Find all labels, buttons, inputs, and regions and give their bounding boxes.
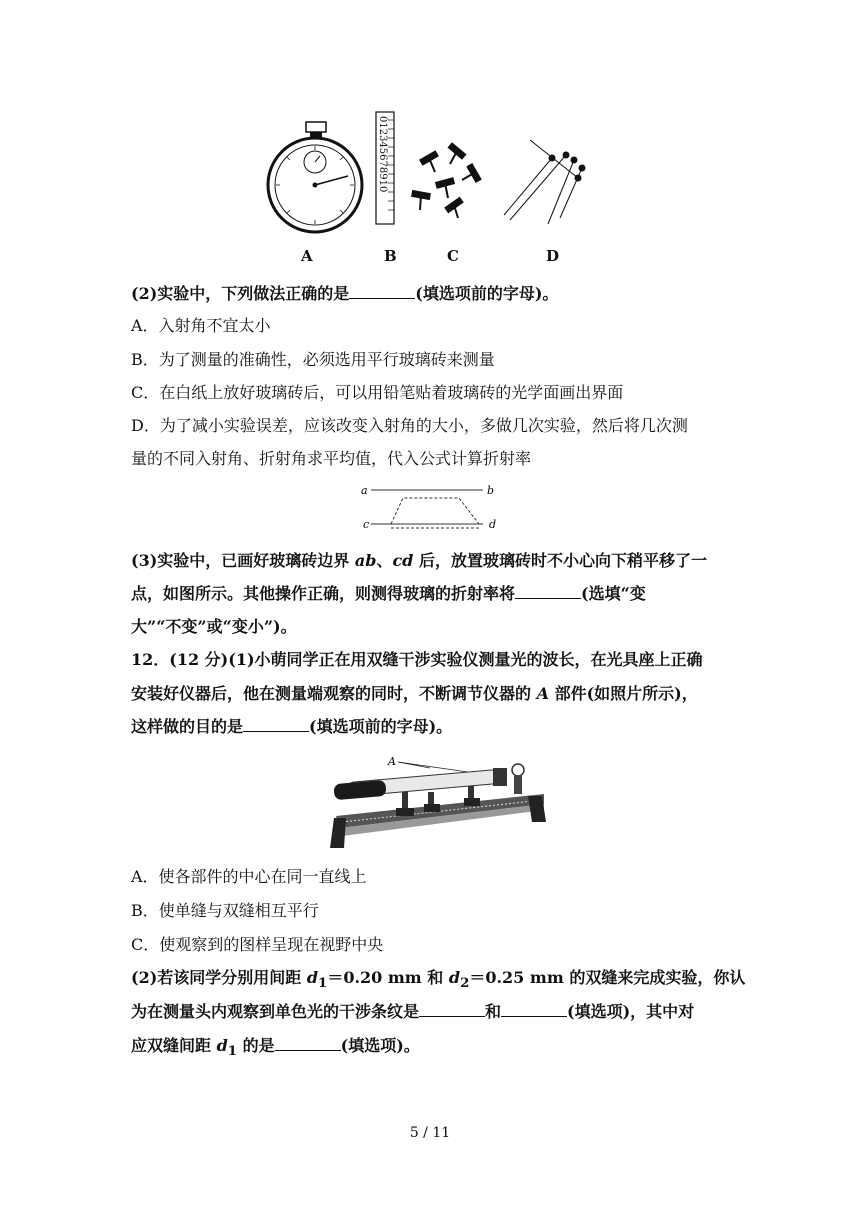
ruler-digits: 012345678910 [377, 116, 388, 193]
label-a: a [361, 484, 368, 497]
pins-icon [504, 140, 585, 224]
stopwatch-icon [268, 122, 362, 232]
q3-line3: 大”“不变”或“变小”)。 [131, 617, 297, 636]
label-c: c [363, 518, 370, 531]
q2-option-d-line1: D．为了减小实验误差，应该改变入射角的大小，多做几次实验，然后将几次测 [131, 416, 688, 435]
q12-part2-line2: 为在测量头内观察到单色光的干涉条纹是 和 (填选项)，其中对 [131, 1002, 695, 1021]
answer-blank[interactable] [349, 284, 415, 299]
label-d: d [489, 518, 497, 531]
q12-line2: 安装好仪器后，他在测量端观察的同时，不断调节仪器的 A 部件(如照片所示)， [131, 684, 698, 703]
optical-bench-photo [318, 752, 548, 852]
q12-line3: 这样做的目的是 (填选项前的字母)。 [131, 717, 453, 736]
page-number: 5 / 11 [409, 1125, 451, 1141]
q12-line1: 12．(12 分)(1)小萌同学正在用双缝干涉实验仪测量光的波长，在光具座上正确 [131, 650, 703, 669]
q2-option-b: B．为了测量的准确性，必须选用平行玻璃砖来测量 [131, 350, 495, 369]
ruler-icon [376, 112, 394, 224]
figure-label-c: C [447, 247, 459, 265]
answer-blank[interactable] [243, 717, 309, 732]
apparatus-figure [260, 110, 600, 235]
q2-option-c: C．在白纸上放好玻璃砖后，可以用铅笔贴着玻璃砖的光学面画出界面 [131, 383, 624, 402]
q3-line2: 点，如图所示。其他操作正确，则测得玻璃的折射率将 (选填“变 [131, 584, 646, 603]
figure-label-d: D [546, 247, 560, 265]
q2-option-a: A．入射角不宜太小 [131, 316, 271, 335]
answer-blank[interactable] [275, 1036, 341, 1051]
q2-option-d-line2: 量的不同入射角、折射角求平均值，代入公式计算折射率 [131, 449, 532, 468]
q12-part2-line1: (2)若该同学分别用间距 $d_1=0.20$ mm 和 $d_2=0.25$ mm 的双缝来完成实验，你认 [131, 968, 746, 992]
answer-blank[interactable] [515, 584, 581, 599]
q12-option-b: B．使单缝与双缝相互平行 [131, 901, 319, 920]
q3-line1: (3)实验中，已画好玻璃砖边界 ab、cd 后，放置玻璃砖时不小心向下稍平移了一 [131, 551, 707, 570]
glass-block-figure [355, 478, 505, 536]
answer-blank[interactable] [501, 1002, 567, 1017]
answer-blank[interactable] [419, 1002, 485, 1017]
q12-option-c: C．使观察到的图样呈现在视野中央 [131, 935, 384, 954]
figure-label-a: A [301, 247, 313, 265]
part-a-label: A [388, 755, 396, 768]
q12-option-a: A．使各部件的中心在同一直线上 [131, 867, 367, 886]
label-b: b [487, 484, 495, 497]
q2-stem: (2)实验中，下列做法正确的是 (填选项前的字母)。 [131, 284, 559, 303]
q12-part2-line3: 应双缝间距 $d_1$ 的是 (填选项)。 [131, 1036, 420, 1060]
thumbtacks-icon [412, 143, 481, 218]
figure-label-b: B [384, 247, 397, 265]
